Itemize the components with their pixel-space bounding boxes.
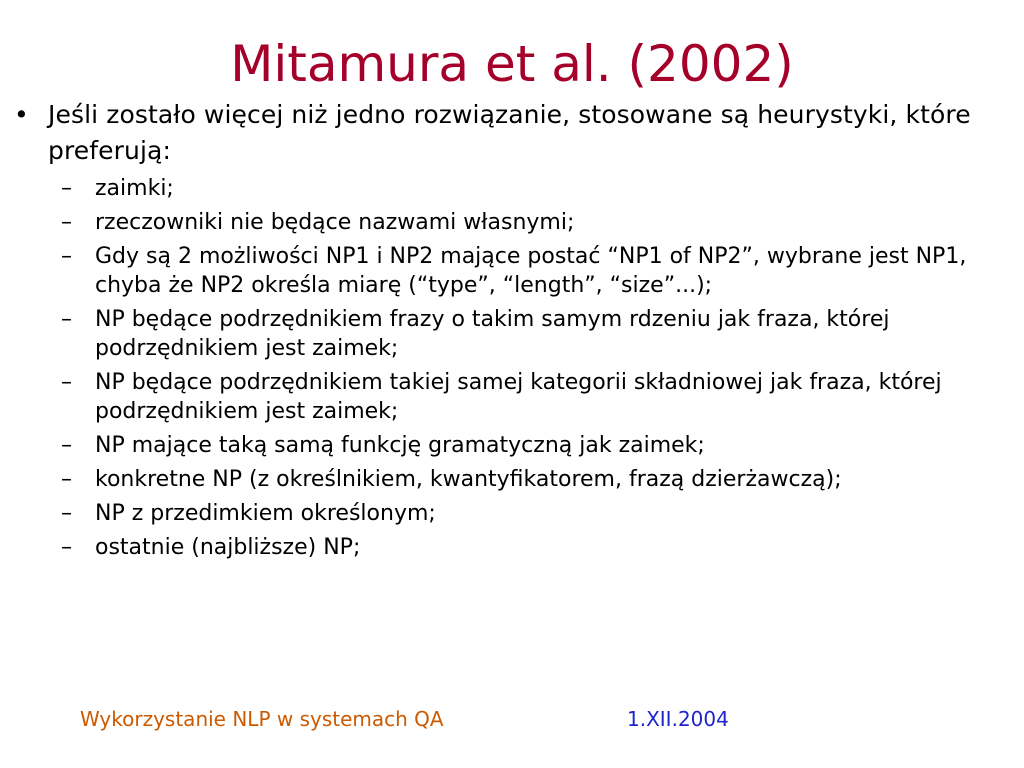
- footer-course-title: Wykorzystanie NLP w systemach QA: [80, 707, 444, 731]
- list-item: [61, 242, 1020, 300]
- dash-icon: –: [61, 244, 72, 269]
- bullet-icon: •: [14, 100, 29, 129]
- list-item: [61, 533, 1020, 562]
- main-bullet-row: [14, 97, 1020, 169]
- dash-icon: –: [61, 501, 72, 526]
- list-item-text: ostatnie (najbliższe) NP;: [95, 535, 361, 560]
- list-item: [61, 174, 1020, 203]
- list-item: [61, 465, 1020, 494]
- list-item: [61, 499, 1020, 528]
- footer-date: 1.XII.2004: [627, 707, 729, 731]
- main-bullet: [14, 97, 1020, 567]
- dash-icon: –: [61, 210, 72, 235]
- list-item-text: rzeczowniki nie będące nazwami własnymi;: [95, 210, 575, 235]
- dash-icon: –: [61, 370, 72, 395]
- list-item-text: konkretne NP (z określnikiem, kwantyfikatorem, frazą dzierżawczą);: [95, 467, 842, 492]
- list-item: [61, 431, 1020, 460]
- list-item: [61, 208, 1020, 237]
- list-item: [61, 368, 1020, 426]
- dash-icon: –: [61, 307, 72, 332]
- list-item-text: NP z przedimkiem określonym;: [95, 501, 436, 526]
- list-item: [61, 305, 1020, 363]
- dash-icon: –: [61, 535, 72, 560]
- list-item-text: zaimki;: [95, 176, 174, 201]
- dash-icon: –: [61, 176, 72, 201]
- dash-icon: –: [61, 467, 72, 492]
- main-bullet-text: Jeśli zostało więcej niż jedno rozwiązanie, stosowane są heurystyki, które preferują:: [48, 100, 971, 165]
- list-item-text: Gdy są 2 możliwości NP1 i NP2 mające postać “NP1 of NP2”, wybrane jest NP1, chyba że NP2 określa miarę (“type”, “length”, “size”...);: [95, 244, 967, 298]
- list-item-text: NP będące podrzędnikiem frazy o takim samym rdzeniu jak fraza, której podrzędnikiem jest zaimek;: [95, 307, 890, 361]
- list-item-text: NP będące podrzędnikiem takiej samej kategorii składniowej jak fraza, której podrzędnikiem jest zaimek;: [95, 370, 942, 424]
- slide-title: Mitamura et al. (2002): [230, 35, 794, 93]
- dash-icon: –: [61, 433, 72, 458]
- list-item-text: NP mające taką samą funkcję gramatyczną jak zaimek;: [95, 433, 705, 458]
- sub-list: [14, 174, 1020, 562]
